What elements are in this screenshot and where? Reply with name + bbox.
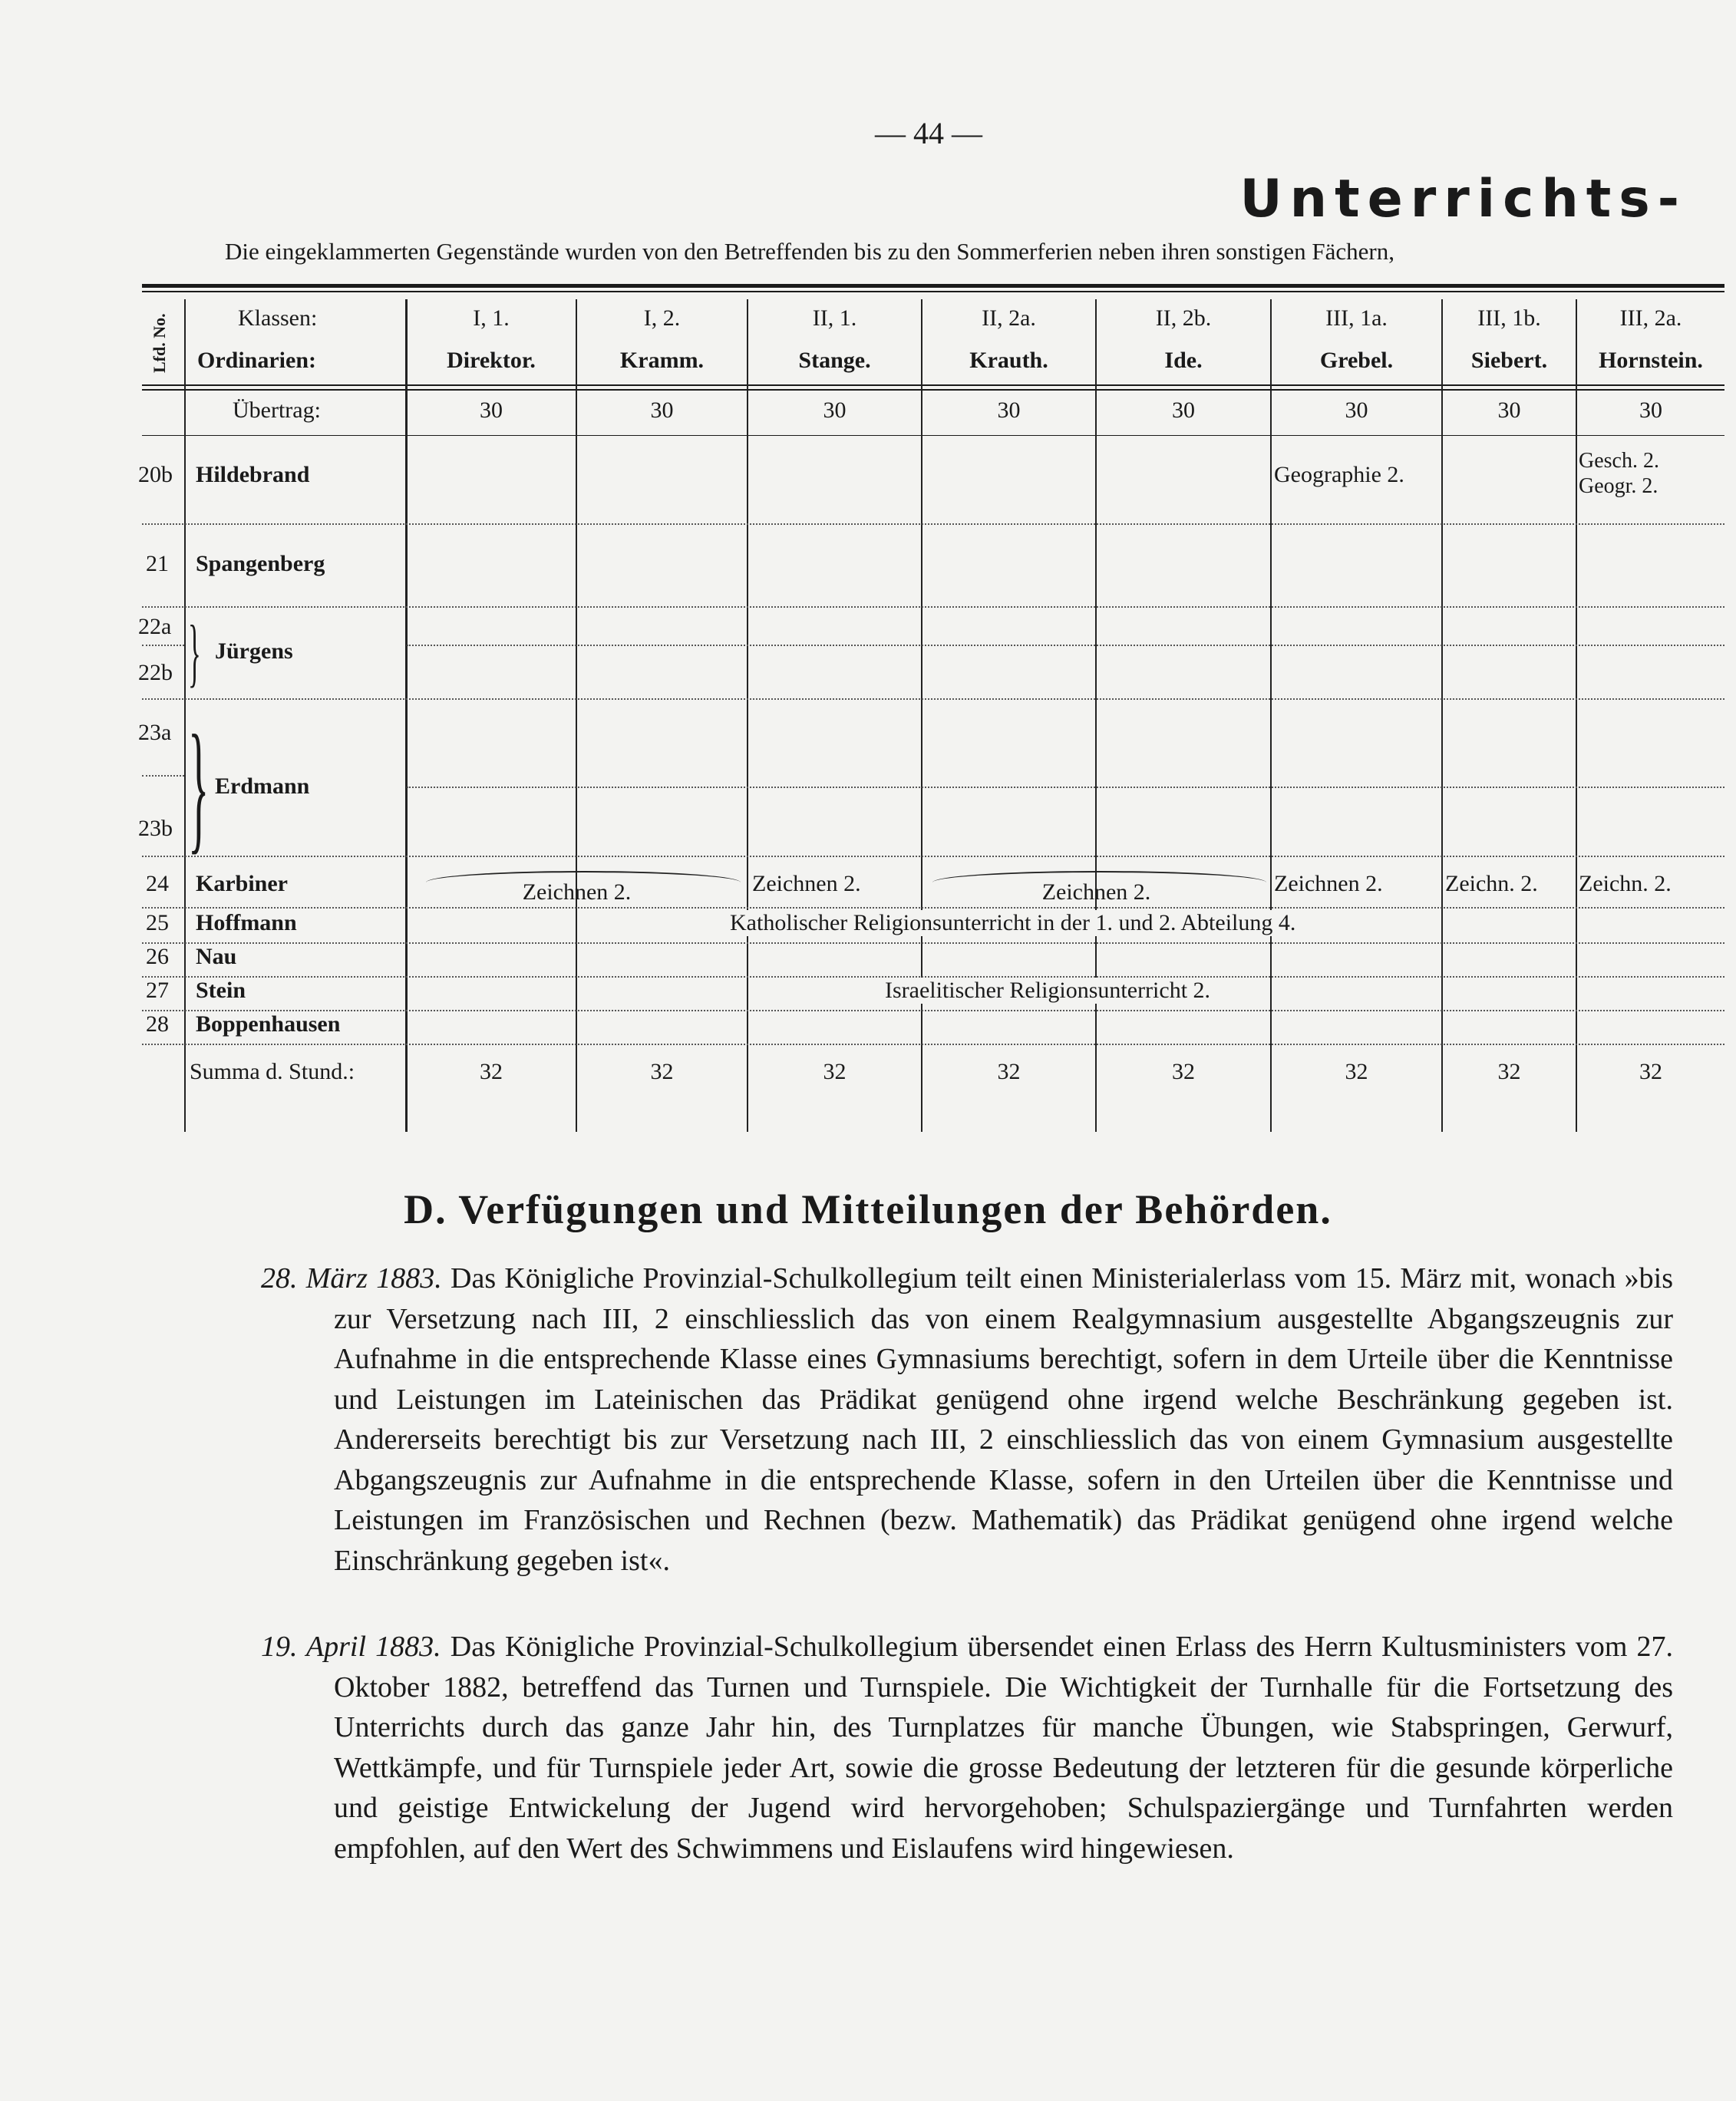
row-divider: [407, 787, 1724, 788]
row-number: 20b: [138, 462, 173, 487]
subject-entry: Gesch. 2.: [1579, 449, 1659, 473]
summa-value: 32: [997, 1059, 1021, 1084]
uebertrag-value: 30: [997, 397, 1021, 423]
class-header: III, 2a.: [1619, 305, 1682, 331]
col-rule-4: [1095, 299, 1097, 1132]
summa-label: Summa d. Stund.:: [190, 1059, 355, 1084]
teacher-name: Jürgens: [215, 638, 293, 664]
uebertrag-value: 30: [1172, 397, 1195, 423]
subject-entry: Zeichnen 2.: [1041, 879, 1151, 905]
table-top-rule-thin: [142, 291, 1724, 292]
col-rule-1: [576, 299, 577, 1132]
row-divider: [142, 907, 1724, 909]
summa-value: 32: [823, 1059, 847, 1084]
decree-date: 19. April 1883.: [261, 1631, 441, 1663]
teacher-name: Hildebrand: [196, 462, 310, 487]
subject-entry: Katholischer Religionsunterricht in der 1. und 2. Abteilung 4.: [724, 910, 1302, 936]
row-divider: [142, 1010, 1724, 1011]
header-title: Unterrichts-: [1239, 169, 1687, 229]
class-header: I, 2.: [643, 305, 681, 331]
row-number: 26: [146, 944, 169, 969]
row-divider: [142, 606, 1724, 608]
col-rule-name: [405, 299, 408, 1132]
header-rule-2: [142, 389, 1724, 391]
row-number: 25: [146, 910, 169, 935]
summa-value: 32: [650, 1059, 674, 1084]
summa-value: 32: [1172, 1059, 1195, 1084]
uebertrag-value: 30: [1497, 397, 1521, 423]
uebertrag-value: 30: [480, 397, 503, 423]
col-rule-5: [1270, 299, 1272, 1132]
uebertrag-value: 30: [650, 397, 674, 423]
teacher-name: Boppenhausen: [196, 1011, 341, 1037]
ordinarius: Stange.: [798, 348, 871, 373]
col-rule-no: [184, 299, 186, 1132]
class-header: I, 1.: [473, 305, 510, 331]
teacher-name: Spangenberg: [196, 551, 325, 576]
lfd-no-label: Lfd. No.: [150, 313, 169, 373]
uebertrag-value: 30: [1345, 397, 1368, 423]
ordinarius: Grebel.: [1319, 348, 1394, 373]
row-number: 28: [146, 1011, 169, 1037]
summa-value: 32: [1639, 1059, 1662, 1084]
uebertrag-rule: [142, 435, 1724, 436]
row-divider: [142, 775, 184, 777]
row-divider: [142, 1044, 1724, 1045]
class-header: II, 1.: [812, 305, 857, 331]
ordinarius: Hornstein.: [1599, 348, 1703, 373]
decree-text: Das Königliche Provinzial-Schulkollegium übersendet einen Erlass des Herrn Kultusministers vom 27. Oktober 1882, betreffend das Turnen und Turnspiele. Die Wichtigkeit der Turnhalle für die Fortsetzung des Unterrichts durch das ganze Jahr hin, des Turnplatzes für manche Übungen, wie Stabspringen, Gerwurf, Wettkämpfe, und für Turnspiele jeder Art, sowie die grosse Bedeutung der letzteren für die gesunde körperliche und geistige Entwickelung der Jugend wird hervorgehoben; Schulspaziergänge und Turnfahrten werden empfohlen, auf den Wert des Schwimmens und Eislaufens wird hingewiesen.: [334, 1631, 1673, 1865]
teacher-name: Nau: [196, 944, 237, 969]
subject-entry: Geogr. 2.: [1579, 474, 1658, 498]
row-number: 22b: [138, 660, 173, 685]
subject-entry: Zeichn. 2.: [1445, 871, 1538, 896]
uebertrag-value: 30: [1639, 397, 1662, 423]
row-divider: [142, 856, 1724, 857]
decree-entry: [261, 1258, 1673, 1581]
teacher-name: Hoffmann: [196, 910, 297, 935]
ordinarius: Siebert.: [1470, 348, 1548, 373]
row-number: 23a: [138, 720, 172, 745]
brace-icon: }: [188, 706, 210, 867]
brace-icon: }: [188, 609, 201, 694]
row-number: 21: [146, 551, 169, 576]
col-rule-3: [921, 299, 922, 1132]
summa-value: 32: [480, 1059, 503, 1084]
header-note: Die eingeklammerten Gegenstände wurden von den Betreffenden bis zu den Sommerferien neben ihren sonstigen Fächern,: [225, 238, 1394, 265]
summa-value: 32: [1345, 1059, 1368, 1084]
row-number: 27: [146, 978, 169, 1003]
row-number: 23b: [138, 816, 173, 841]
class-header: III, 1b.: [1477, 305, 1541, 331]
row-divider: [142, 942, 1724, 944]
ordinarius: Kramm.: [619, 348, 705, 373]
teacher-name: Karbiner: [196, 871, 288, 896]
teacher-name: Stein: [196, 978, 246, 1003]
ordinarius: Ide.: [1164, 348, 1203, 373]
subject-entry: Zeichn. 2.: [1579, 871, 1672, 896]
klassen-label: Klassen:: [238, 305, 318, 331]
subject-entry: Zeichnen 2.: [522, 879, 632, 905]
ordinarius: Krauth.: [969, 348, 1048, 373]
col-rule-2: [747, 299, 748, 1132]
header-rule: [142, 384, 1724, 386]
subject-entry: Zeichnen 2.: [752, 871, 861, 896]
row-number: 22a: [138, 614, 172, 639]
summa-value: 32: [1497, 1059, 1521, 1084]
decree-entry: [261, 1627, 1673, 1868]
row-divider: [142, 523, 1724, 525]
teacher-name: Erdmann: [215, 773, 310, 799]
row-divider: [407, 645, 1724, 646]
col-rule-7: [1576, 299, 1577, 1132]
class-header: II, 2a.: [982, 305, 1036, 331]
section-heading: D. Verfügungen und Mitteilungen der Behörden.: [404, 1186, 1332, 1232]
row-divider: [142, 645, 184, 646]
table-top-rule: [142, 284, 1724, 288]
schedule-table: [138, 284, 1724, 1136]
decree-date: 28. März 1883.: [261, 1262, 442, 1295]
class-header: II, 2b.: [1155, 305, 1212, 331]
decree-text: Das Königliche Provinzial-Schulkollegium teilt einen Ministerialerlass vom 15. März mit, wonach »bis zur Versetzung nach III, 2 einschliesslich das von einem Realgymnasium ausgestellte Abgangszeugnis zur Aufnahme in die entsprechende Klasse eines Gymnasiums berechtigt, sofern in dem Urteile über die Kenntnisse und Leistungen im Lateinischen das Prädikat genügend ohne irgend welche Beschränkung gegeben ist. Andererseits berechtigt bis zur Versetzung nach III, 2 einschliesslich das von einem Gymnasium ausgestellte Abgangszeugnis zur Aufnahme in die entsprechende Klasse, sofern in den Urteilen über die Kenntnisse und Leistungen im Französischen und Rechnen (bezw. Mathematik) das Prädikat genügend ohne irgend welche Einschränkung gegeben ist«.: [334, 1262, 1674, 1577]
uebertrag-label: Übertrag:: [233, 397, 321, 423]
page-number: — 44 —: [875, 116, 982, 150]
row-divider: [142, 698, 1724, 700]
uebertrag-value: 30: [823, 397, 847, 423]
col-rule-6: [1441, 299, 1443, 1132]
ordinarien-label: Ordinarien:: [197, 348, 316, 373]
subject-entry: Zeichnen 2.: [1274, 871, 1383, 896]
ordinarius: Direktor.: [447, 348, 536, 373]
class-header: III, 1a.: [1325, 305, 1388, 331]
subject-entry: Israelitischer Religionsunterricht 2.: [879, 978, 1216, 1004]
subject-entry: Geographie 2.: [1274, 462, 1404, 487]
row-number: 24: [146, 871, 169, 896]
